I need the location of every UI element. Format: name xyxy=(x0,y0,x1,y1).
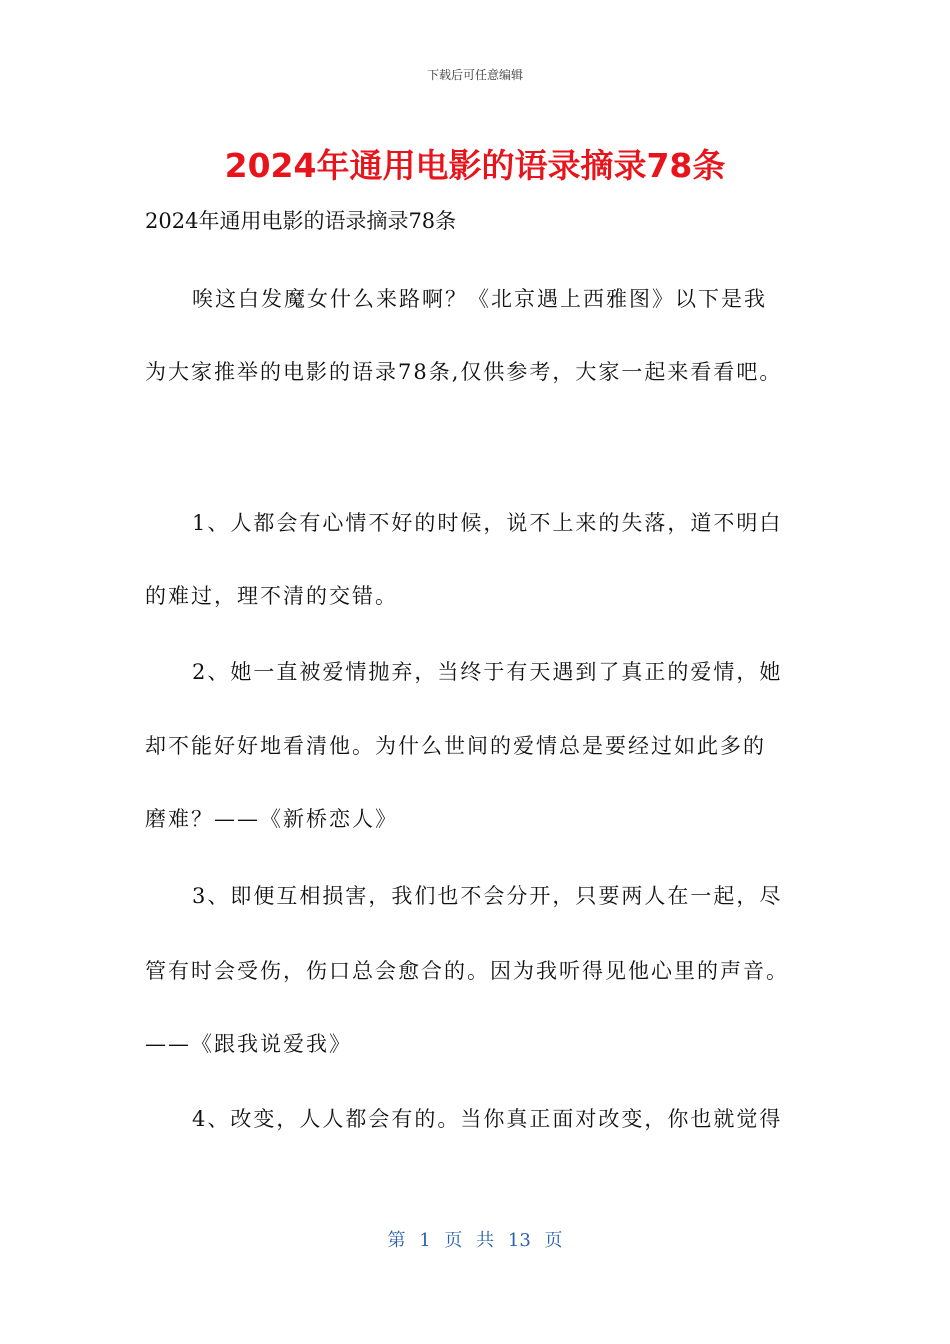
footer-total-unit: 页 xyxy=(544,1230,563,1251)
paragraph-line: 为大家推举的电影的语录78条,仅供参考，大家一起来看看吧。 xyxy=(145,360,783,384)
paragraph-line: 唉这白发魔女什么来路啊？《北京遇上西雅图》以下是我 xyxy=(192,287,767,311)
footer-page-unit: 页 xyxy=(444,1230,463,1251)
paragraph-line: 的难过，理不清的交错。 xyxy=(145,584,398,608)
footer-page-number: 1 xyxy=(419,1230,431,1251)
footer-total-number: 13 xyxy=(507,1230,531,1251)
paragraph-line: 1、人都会有心情不好的时候，说不上来的失落，道不明白 xyxy=(192,511,783,535)
paragraph-line: 3、即便互相损害，我们也不会分开，只要两人在一起，尽 xyxy=(192,884,783,908)
paragraph-line: 4、改变，人人都会有的。当你真正面对改变，你也就觉得 xyxy=(192,1107,783,1131)
paragraph-line: ——《跟我说爱我》 xyxy=(145,1032,352,1056)
page-footer xyxy=(0,1226,950,1252)
subtitle: 2024年通用电影的语录摘录78条 xyxy=(145,209,457,233)
footer-total-word: 共 xyxy=(476,1230,495,1251)
paragraph-line: 管有时会受伤，伤口总会愈合的。因为我听得见他心里的声音。 xyxy=(145,959,789,983)
header-note: 下载后可任意编辑 xyxy=(426,68,523,82)
paragraph-line: 却不能好好地看清他。为什么世间的爱情总是要经过如此多的 xyxy=(145,734,766,758)
page-title: 2024年通用电影的语录摘录78条 xyxy=(224,146,726,185)
footer-page-word: 第 xyxy=(387,1230,406,1251)
paragraph-line: 磨难？——《新桥恋人》 xyxy=(145,807,398,831)
paragraph-line: 2、她一直被爱情抛弃，当终于有天遇到了真正的爱情，她 xyxy=(192,660,783,684)
